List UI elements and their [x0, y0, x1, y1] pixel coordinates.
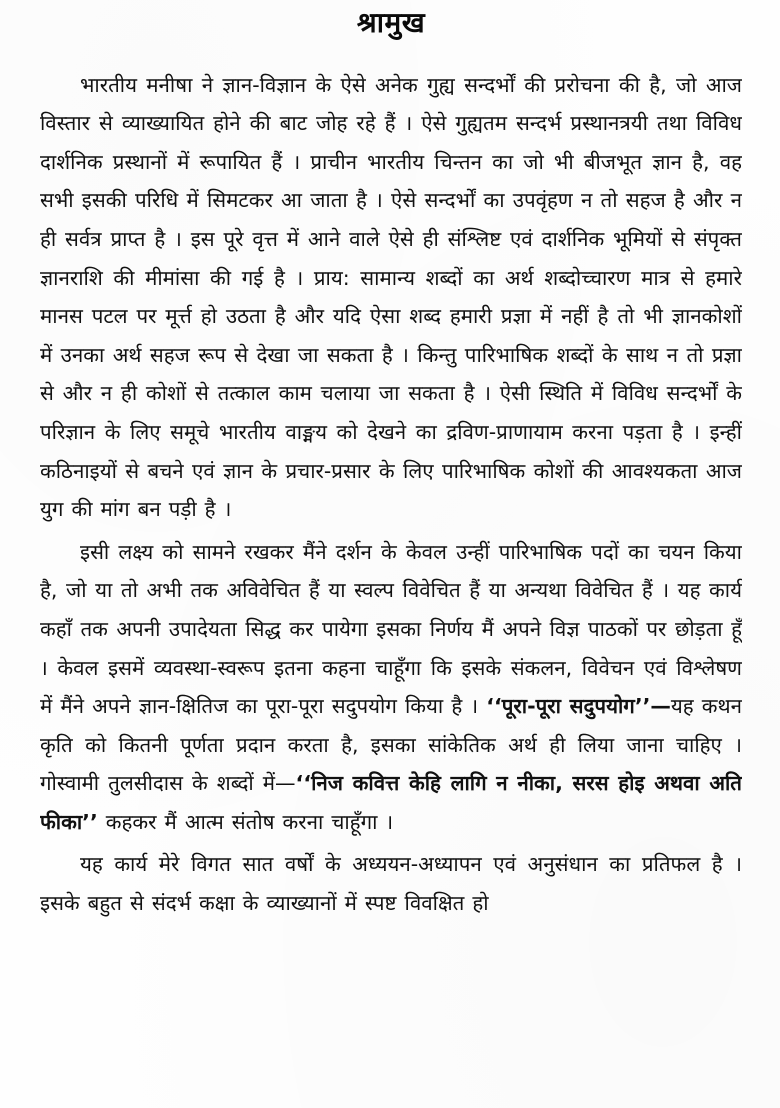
paragraph-2-segment-plain-1: इसी लक्ष्य को सामने रखकर मैंने दर्शन के केवल उन्हीं पारिभाषिक पदों का चयन किया है, जो या तो अभी तक अविवेचित हैं या स्वल्प विवेचित हैं या अन्यथा विवेचित हैं । यह कार्य कहाँ तक अपनी उपादेयता सिद्ध कर पायेगा इसका निर्णय मैं अपने विज्ञ पाठकों पर छोड़ता हूँ । केवल इसमें व्यवस्था-स्वरूप इतना कहना चाहूँगा कि इसके संकलन, विवेचन एवं विश्लेषण में मैंने अपने ज्ञान-क्षितिज का पूरा-पूरा सदुपयोग किया है ।: [40, 539, 742, 719]
page-title: श्रामुख: [356, 6, 426, 39]
paragraph-1: भारतीय मनीषा ने ज्ञान-विज्ञान के ऐसे अनेक गुह्य सन्दर्भों की प्ररोचना की है, जो आज विस्तार से व्याख्यायित होने की बाट जोह रहे हैं । ऐसे गुह्यतम सन्दर्भ प्रस्थानत्रयी तथा विविध दार्शनिक प्रस्थानों में रूपायित हैं । प्राचीन भारतीय चिन्तन का जो भी बीजभूत ज्ञान है, वह सभी इसकी परिधि में सिमटकर आ जाता है । ऐसे सन्दर्भों का उपवृंहण न तो सहज है और न ही सर्वत्र प्राप्त है । इस पूरे वृत्त में आने वाले ऐसे ही संश्लिष्ट एवं दार्शनिक भूमियों से संपृक्त ज्ञानराशि की मीमांसा की गई है । प्राय: सामान्य शब्दों का अर्थ शब्दोच्चारण मात्र से हमारे मानस पटल पर मूर्त्त हो उठता है और यदि ऐसा शब्द हमारी प्रज्ञा में नहीं है तो भी ज्ञानकोशों में उनका अर्थ सहज रूप से देखा जा सकता है । किन्तु पारिभाषिक शब्दों के साथ न तो प्रज्ञा से और न ही कोशों से तत्काल काम चलाया जा सकता है । ऐसी स्थिति में विविध सन्दर्भों के परिज्ञान के लिए समूचे भारतीय वाङ्मय को देखने का द्रविण-प्राणायाम करना पड़ता है । इन्हीं कठिनाइयों से बचने एवं ज्ञान के प्रचार-प्रसार के लिए पारिभाषिक कोशों की आवश्यकता आज युग की मांग बन पड़ी है ।: [40, 72, 742, 522]
paragraph-3: यह कार्य मेरे विगत सात वर्षों के अध्ययन-अध्यापन एवं अनुसंधान का प्रतिफल है । इसके बहुत से संदर्भ कक्षा के व्याख्यानों में स्पष्ट विवक्षित हो: [40, 852, 742, 916]
paragraph-2-quote-2: ‘‘निज कवित्त केहि लागि न नीका, सरस होइ अथवा अति फीका’’: [40, 771, 742, 834]
page-content-area: [40, 0, 742, 1108]
paragraph-2-segment-plain-2: यह कथन कृति को कितनी पूर्णता प्रदान करता है, इसका सांकेतिक अर्थ ही लिया जाना चाहिए । गोस्वामी तुलसीदास के शब्दों में—: [40, 694, 742, 796]
paragraph-2-segment-plain-3: कहकर मैं आत्म संतोष करना चाहूँगा ।: [97, 809, 394, 834]
paragraph-2: [40, 533, 742, 842]
paragraph-2-quote-1: ‘‘पूरा-पूरा सदुपयोग’’—: [486, 694, 671, 719]
document-body: [40, 66, 742, 923]
